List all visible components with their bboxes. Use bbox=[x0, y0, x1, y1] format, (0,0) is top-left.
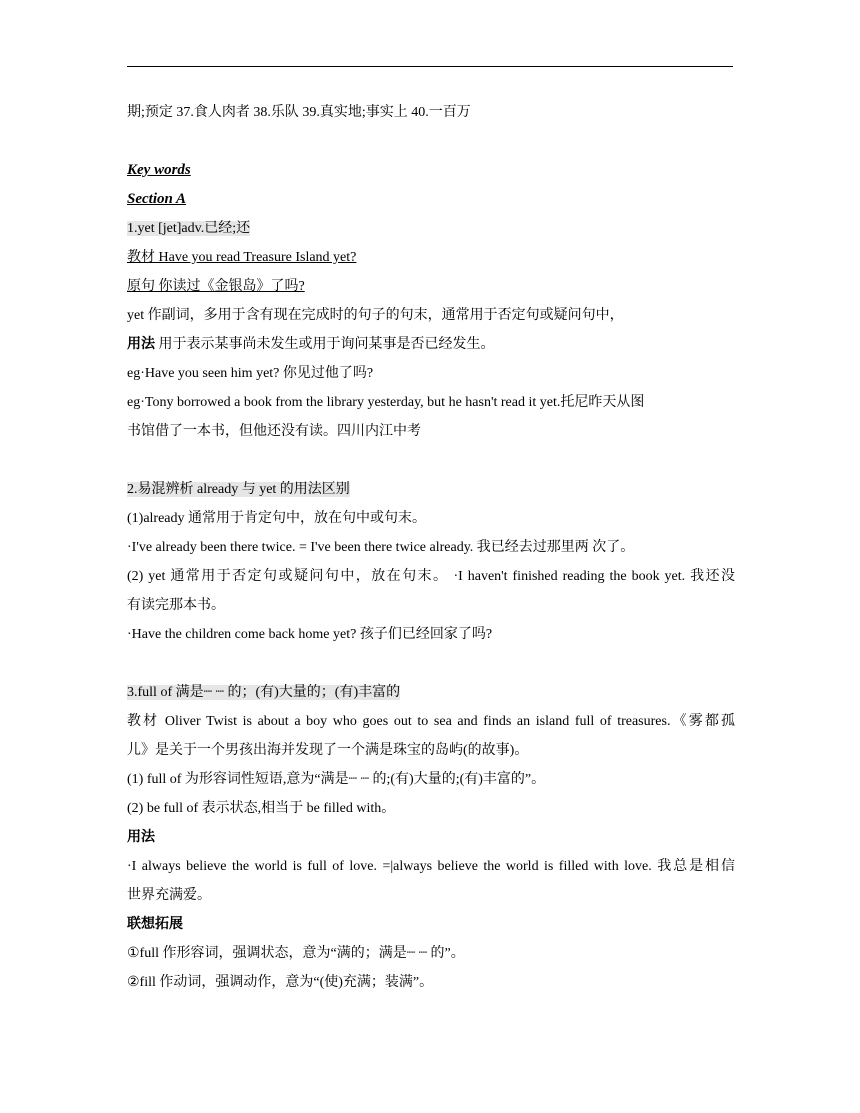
entry-2-para-4: ·Have the children come back home yet? 孩子们已经回家了吗? bbox=[127, 627, 493, 642]
entry-3-para-5: ①full 作形容词，强调状态，意为“满的；满是┈ ┈ 的”。 bbox=[127, 946, 465, 961]
entry-2-para-1: (1)already 通常用于肯定句中，放在句中或句末。 bbox=[127, 511, 427, 526]
entry-1-textbook: 教材 Have you read Treasure Island yet? bbox=[127, 250, 357, 265]
entry-1-description: yet 作副词，多用于含有现在完成时的句子的句末，通常用于否定句或疑问句中， bbox=[127, 308, 624, 323]
entry-1-example-2-cont: 书馆借了一本书，但他还没有读。四川内江中考 bbox=[127, 424, 421, 439]
entry-1-title: 1.yet [jet]adv.已经;还 bbox=[127, 221, 251, 236]
entry-1-original: 原句 你读过《金银岛》了吗? bbox=[127, 279, 305, 294]
entry-3-para-1a: 教材 Oliver Twist is about a boy who goes out to sea and finds an island full of treasures.《雾都孤 bbox=[127, 714, 735, 729]
entry-3-para-2: (1) full of 为形容词性短语,意为“满是┈ ┈ 的;(有)大量的;(有)丰富的”。 bbox=[127, 772, 546, 787]
entry-2-para-2: ·I've already been there twice. = I've been there twice already. 我已经去过那里两 次了。 bbox=[127, 540, 635, 555]
document-body bbox=[127, 98, 735, 997]
entry-1-example-2: eg·Tony borrowed a book from the library yesterday, but he hasn't read it yet.托尼昨天从图 bbox=[127, 395, 645, 410]
continued-answer-line: 期;预定 37.食人肉者 38.乐队 39.真实地;事实上 40.一百万 bbox=[127, 105, 471, 120]
entry-2-title: 2.易混辨析 already 与 yet 的用法区别 bbox=[127, 482, 350, 497]
entry-3-para-1b: 儿》是关于一个男孩出海并发现了一个满是珠宝的岛屿(的故事)。 bbox=[127, 743, 529, 758]
usage-text: 用于表示某事尚未发生或用于询问某事是否已经发生。 bbox=[155, 337, 495, 352]
entry-3-para-6: ②fill 作动词，强调动作，意为“(使)充满；装满”。 bbox=[127, 975, 434, 990]
entry-3-para-4b: 世界充满爱。 bbox=[127, 888, 211, 903]
entry-3-para-4a: ·I always believe the world is full of love. =|always believe the world is filled with love. 我总是相信 bbox=[127, 859, 735, 874]
entry-3-extend-label: 联想拓展 bbox=[127, 917, 183, 932]
entry-2-para-3b: 有读完那本书。 bbox=[127, 598, 225, 613]
entry-2-para-3a: (2) yet 通常用于否定句或疑问句中，放在句末。 ·I haven't finished reading the book yet. 我还没 bbox=[127, 569, 735, 584]
entry-3-para-3: (2) be full of 表示状态,相当于 be filled with。 bbox=[127, 801, 396, 816]
entry-3-title: 3.full of 满是┈ ┈ 的；(有)大量的；(有)丰富的 bbox=[127, 685, 401, 700]
section-heading: Section A bbox=[127, 191, 187, 207]
entry-1-example-1: eg·Have you seen him yet? 你见过他了吗? bbox=[127, 366, 374, 381]
entry-1-usage bbox=[127, 330, 735, 359]
entry-3-usage-label: 用法 bbox=[127, 830, 155, 845]
header-rule bbox=[127, 66, 733, 67]
usage-label: 用法 bbox=[127, 337, 155, 352]
key-words-heading: Key words bbox=[127, 162, 191, 178]
